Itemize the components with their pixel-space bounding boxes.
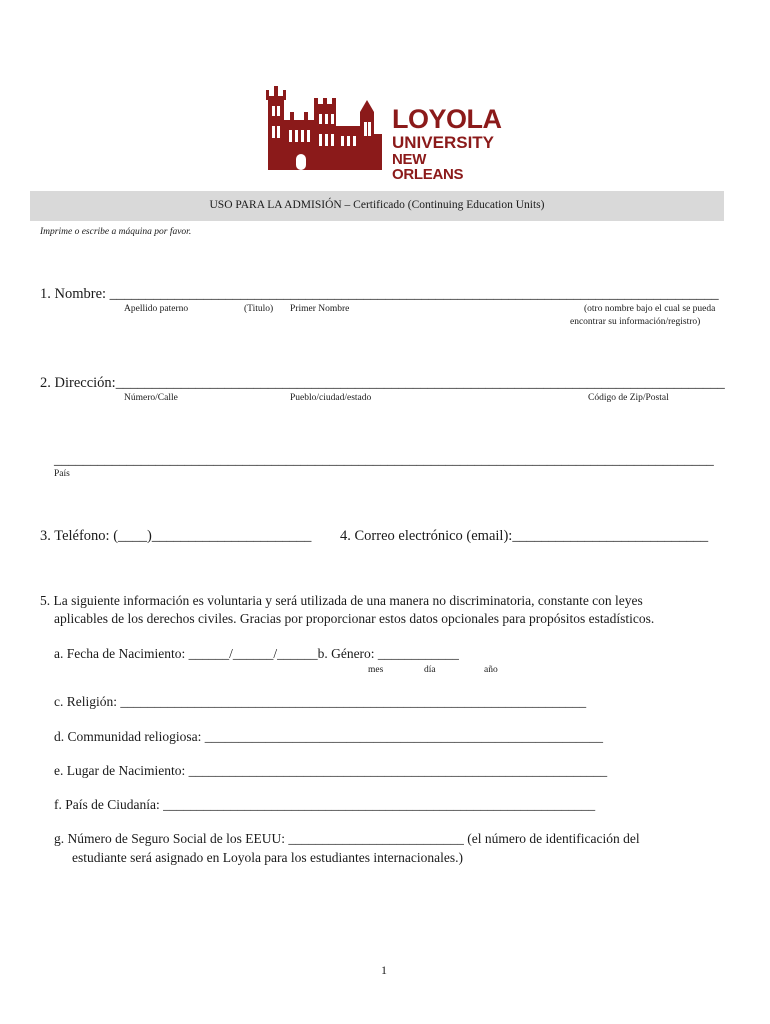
religious-community-field[interactable]: d. Communidad reliogiosa: ___________________________________________________________ [54,729,603,744]
page-number: 1 [381,963,387,977]
ssn-field[interactable]: g. Número de Seguro Social de los EEUU: __________________________ (el número de identificación del [54,831,640,846]
voluntary-info-line-1: 5. La siguiente información es voluntaria y será utilizada de una manera no discriminatoria, constante con leyes [40,593,643,608]
logo-line-2: UNIVERSITY [392,133,495,152]
university-logo [262,78,522,183]
sub-label-titulo: (Titulo) [244,304,274,314]
admission-banner [30,191,724,221]
sub-label-primer-nombre: Primer Nombre [290,304,350,314]
birthdate-gender-field[interactable]: a. Fecha de Nacimiento: ______/______/______b. Género: ____________ [54,646,459,661]
sub-label-zip: Código de Zip/Postal [588,393,669,403]
citizenship-field[interactable]: f. País de Ciudanía: ________________________________________________________________ [54,797,596,812]
sub-label-apellido: Apellido paterno [124,304,189,314]
phone-field[interactable]: 3. Teléfono: (____)______________________ [40,528,312,544]
sub-label-ano: año [484,665,498,675]
religion-field[interactable]: c. Religión: _____________________________________________________________________ [54,694,587,709]
sub-label-mes: mes [368,665,384,675]
address-field[interactable]: 2. Dirección:____________________________________________________________________________________ [40,375,725,391]
ssn-note: estudiante será asignado en Loyola para los estudiantes internacionales.) [72,850,463,865]
instructions-note: Imprime o escribe a máquina por favor. [40,227,192,237]
sub-label-dia: día [424,665,436,675]
banner-title: USO PARA LA ADMISIÓN – Certificado (Continuing Education Units) [209,199,545,211]
logo-line-3: NEW ORLEANS [392,151,464,183]
email-field[interactable]: 4. Correo electrónico (email):___________________________ [340,528,709,544]
sub-label-pueblo: Pueblo/ciudad/estado [290,393,372,403]
country-field[interactable]: ___________________________________________________________________________________________ [54,452,714,468]
voluntary-info-line-2: aplicables de los derechos civiles. Gracias por proporcionar estos datos opcionales para propósitos estadísticos. [54,611,655,626]
sub-label-numero-calle: Número/Calle [124,393,178,403]
sub-label-otro-nombre-1: (otro nombre bajo el cual se pueda [584,304,716,314]
building-icon [262,82,387,170]
logo-line-1: LOYOLA [392,104,502,134]
sub-label-otro-nombre-2: encontrar su información/registro) [570,317,701,327]
name-field[interactable]: 1. Nombre: ____________________________________________________________________________________ [40,286,719,302]
birthplace-field[interactable]: e. Lugar de Nacimiento: ______________________________________________________________ [54,763,608,778]
sub-label-pais: País [54,469,70,479]
